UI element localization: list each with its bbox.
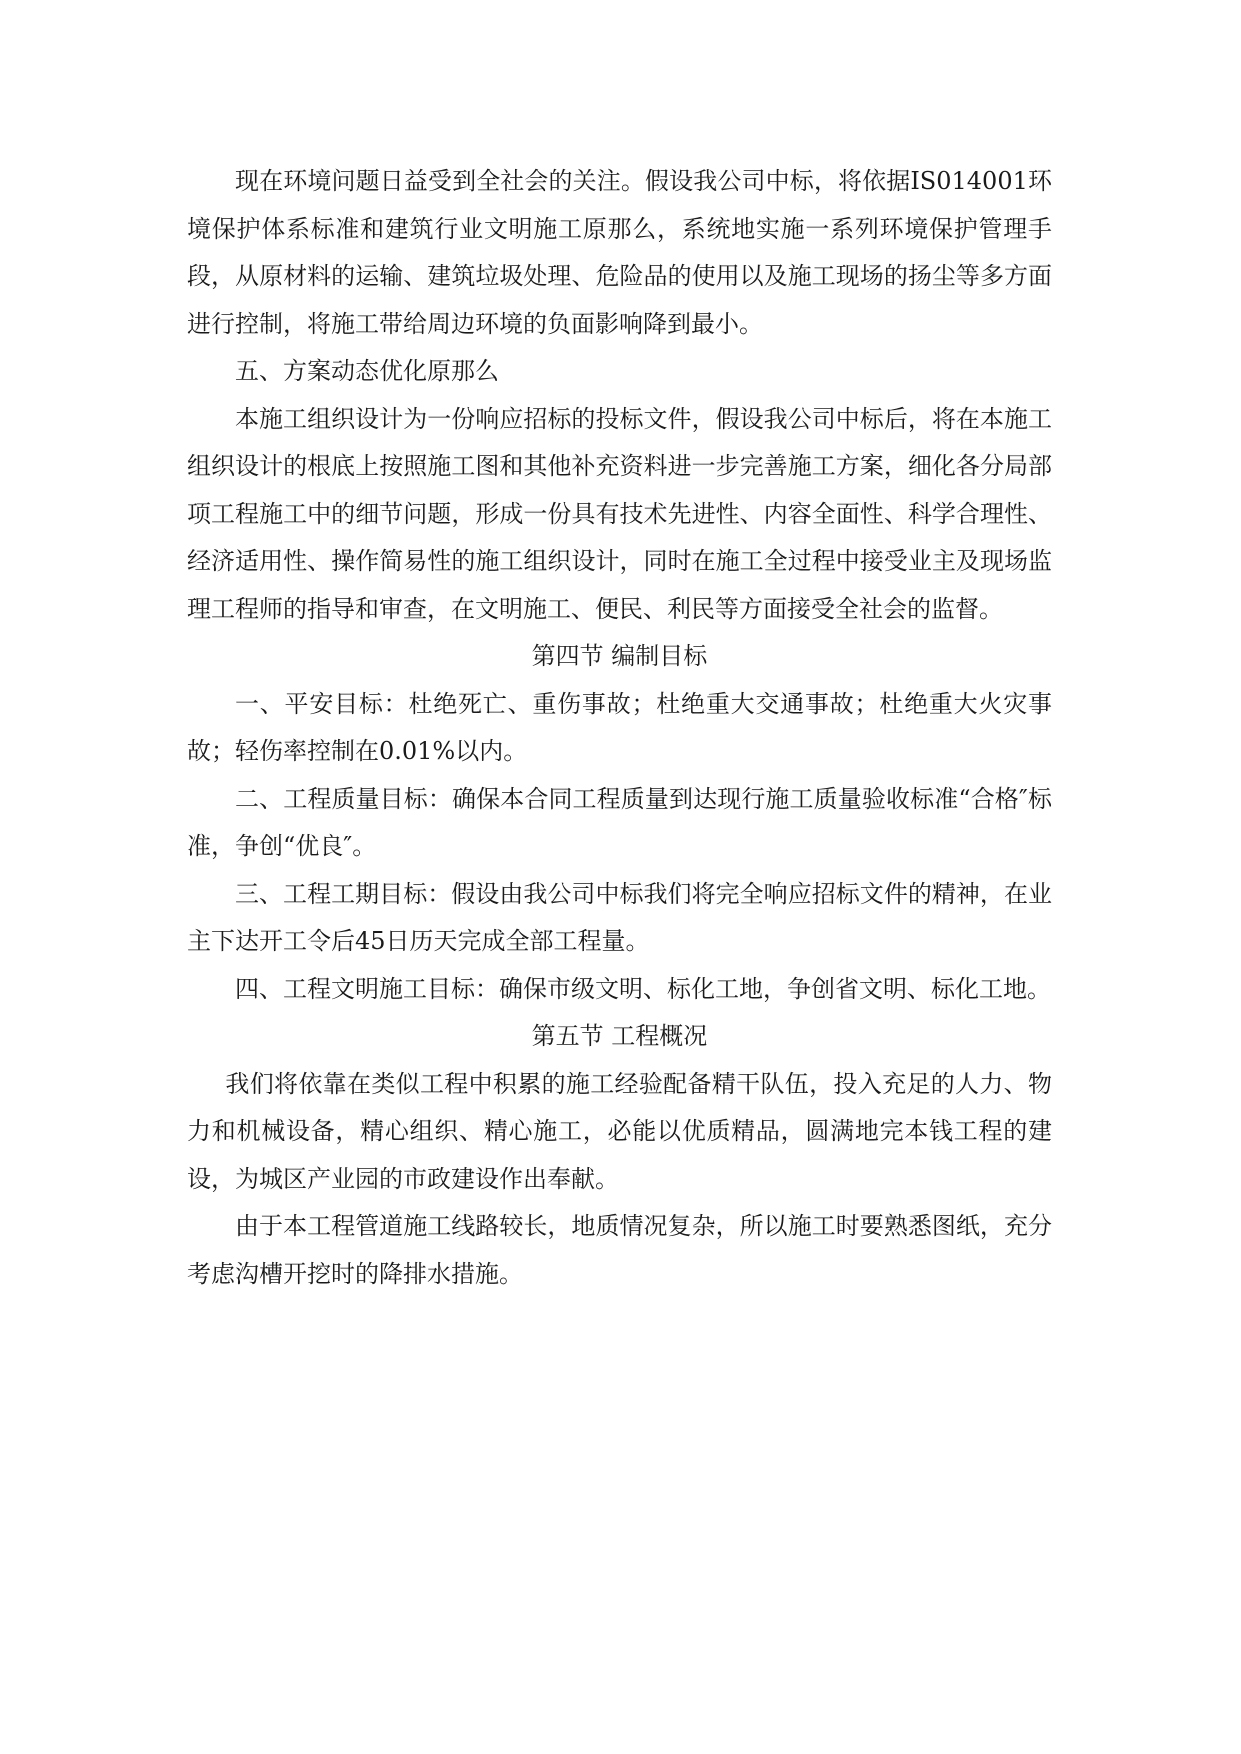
section-heading-4: 第四节 编制目标 bbox=[531, 642, 708, 670]
document-body bbox=[187, 158, 1052, 1298]
paragraph-optimization: 本施工组织设计为一份响应招标的投标文件，假设我公司中标后，将在本施工组织设计的根底上按照施工图和其他补充资料进一步完善施工方案，细化各分局部项工程施工中的细节问题，形成一份具有技术先进性、内容全面性、科学合理性、经济适用性、操作简易性的施工组织设计，同时在施工全过程中接受业主及现场监理工程师的指导和审查，在文明施工、便民、利民等方面接受全社会的监督。 bbox=[187, 404, 1052, 623]
paragraph-quality-target: 二、工程质量目标：确保本合同工程质量到达现行施工质量验收标准“合格″标准，争创“优良″。 bbox=[187, 784, 1052, 860]
section-heading-5: 第五节 工程概况 bbox=[531, 1022, 708, 1050]
paragraph-overview: 我们将依靠在类似工程中积累的施工经验配备精干队伍，投入充足的人力、物力和机械设备，精心组织、精心施工，必能以优质精品，圆满地完本钱工程的建设，为城区产业园的市政建设作出奉献。 bbox=[187, 1069, 1052, 1193]
paragraph-safety-target: 一、平安目标：杜绝死亡、重伤事故；杜绝重大交通事故；杜绝重大火灾事故；轻伤率控制在0.01%以内。 bbox=[187, 689, 1052, 765]
paragraph-civilized-target: 四、工程文明施工目标：确保市级文明、标化工地，争创省文明、标化工地。 bbox=[235, 974, 1051, 1003]
paragraph-pipeline: 由于本工程管道施工线路较长，地质情况复杂，所以施工时要熟悉图纸，充分考虑沟槽开挖时的降排水措施。 bbox=[187, 1212, 1052, 1288]
paragraph-optimization-heading: 五、方案动态优化原那么 bbox=[235, 357, 499, 385]
paragraph-schedule-target: 三、工程工期目标：假设由我公司中标我们将完全响应招标文件的精神，在业主下达开工令后45日历天完成全部工程量。 bbox=[187, 879, 1052, 955]
paragraph-environment: 现在环境问题日益受到全社会的关注。假设我公司中标，将依据IS014001环境保护体系标准和建筑行业文明施工原那么，系统地实施一系列环境保护管理手段，从原材料的运输、建筑垃圾处理、危险品的使用以及施工现场的扬尘等多方面进行控制，将施工带给周边环境的负面影响降到最小。 bbox=[187, 167, 1052, 338]
